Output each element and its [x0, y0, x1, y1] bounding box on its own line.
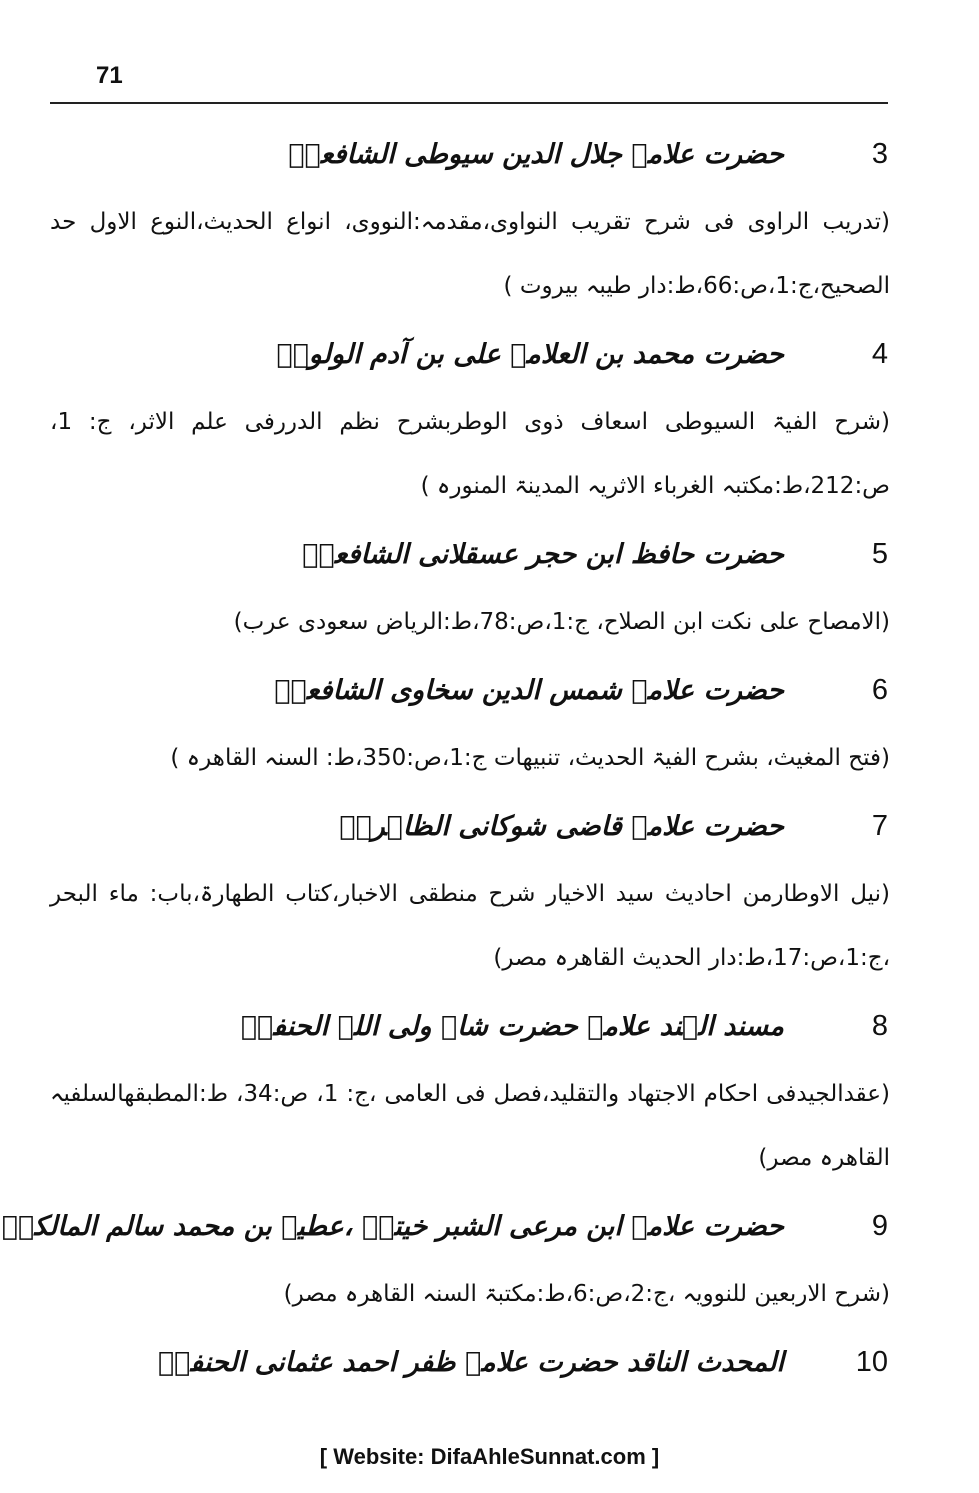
entry-number: 5 — [871, 537, 888, 570]
scholar-name: حضرت محمد بن العلامہ علی بن آدم الولویؒ — [276, 338, 784, 370]
entry-3 — [50, 118, 888, 318]
entry-number: 6 — [871, 673, 888, 706]
book-reference: (فتح المغیث، بشرح الفیۃ الحدیث، تنبیھات ج:1،ص:350،ط: السنہ القاھرہ ) — [170, 745, 890, 771]
entry-number: 10 — [855, 1345, 888, 1378]
scholar-name: حضرت علامہ شمس الدین سخاوی الشافعیؒ — [274, 674, 784, 706]
scholar-name: مسند الہند علامہ حضرت شاہ ولی اللہ الحنفیؒ — [240, 1010, 784, 1042]
entry-8 — [50, 990, 888, 1190]
entry-heading — [50, 790, 888, 862]
entry-5 — [50, 518, 888, 654]
scholar-name: حضرت علامہ ابن مرعی الشبر خیتیؒ ،عطیہ بن محمد سالم المالکیؒ — [1, 1210, 784, 1242]
entry-number: 7 — [871, 809, 888, 842]
scholar-name: المحدث الناقد حضرت علامہ ظفر احمد عثمانی الحنفیؒ — [157, 1346, 784, 1378]
entry-number: 3 — [871, 137, 888, 170]
entry-heading — [50, 1326, 888, 1398]
scholar-name: حضرت علامہ جلال الدین سیوطی الشافعیؒ — [288, 138, 784, 170]
entry-7 — [50, 790, 888, 990]
header-rule — [50, 102, 888, 104]
entry-6 — [50, 654, 888, 790]
book-reference: (تدریب الراوی فی شرح تقریب النواوی،مقدمہ:النووی، انواع الحدیث،النوع الاول حد الصحیح،ج:1،ص:66،ط:دار طیبہ بیروت ) — [50, 209, 890, 299]
entry-9 — [1, 1190, 890, 1326]
book-reference: (شرح الاربعین للنوویہ ،ج:2،ص:6،ط:مکتبۃ السنہ القاھرہ مصر) — [283, 1281, 890, 1307]
entry-number: 9 — [871, 1209, 888, 1242]
book-reference: (الامصاح علی نکت ابن الصلاح، ج:1،ص:78،ط:الریاض سعودی عرب) — [233, 609, 890, 635]
website-footer: [ Website: DifaAhleSunnat.com ] — [319, 1444, 660, 1469]
entry-heading — [50, 318, 888, 390]
entry-number: 4 — [871, 337, 888, 370]
entry-heading — [50, 654, 888, 726]
book-reference: (نیل الاوطارمن احادیث سید الاخیار شرح منطقی الاخبار،کتاب الطھارۃ،باب: ماء البحر ،ج:1،ص:17،ط:دار الحدیث القاھرہ مصر) — [50, 881, 890, 971]
entry-10 — [50, 1326, 888, 1398]
entry-number: 8 — [871, 1009, 888, 1042]
book-reference: (شرح الفیۃ السیوطی اسعاف ذوی الوطربشرح نظم الدررفی علم الاثر، ج: 1، ص:212،ط:مکتبہ الغرباء الاثریہ المدینۃ المنورہ ) — [50, 409, 890, 499]
entry-heading — [50, 118, 888, 190]
page-number: 71 — [96, 62, 123, 89]
scholar-name: حضرت علامہ قاضی شوکانی الظاہریؒ — [339, 810, 784, 842]
entries-list — [1, 118, 890, 1398]
book-reference: (عقدالجیدفی احکام الاجتھاد والتقلید،فصل فی العامی ،ج: 1، ص:34، ط:المطبقھالسلفیہ القاھرہ مصر) — [50, 1081, 890, 1171]
entry-heading — [50, 990, 888, 1062]
scholar-name: حضرت حافظ ابن حجر عسقلانی الشافعیؒ — [302, 538, 784, 570]
entry-heading — [50, 518, 888, 590]
entry-heading — [1, 1190, 888, 1262]
entry-4 — [50, 318, 888, 518]
